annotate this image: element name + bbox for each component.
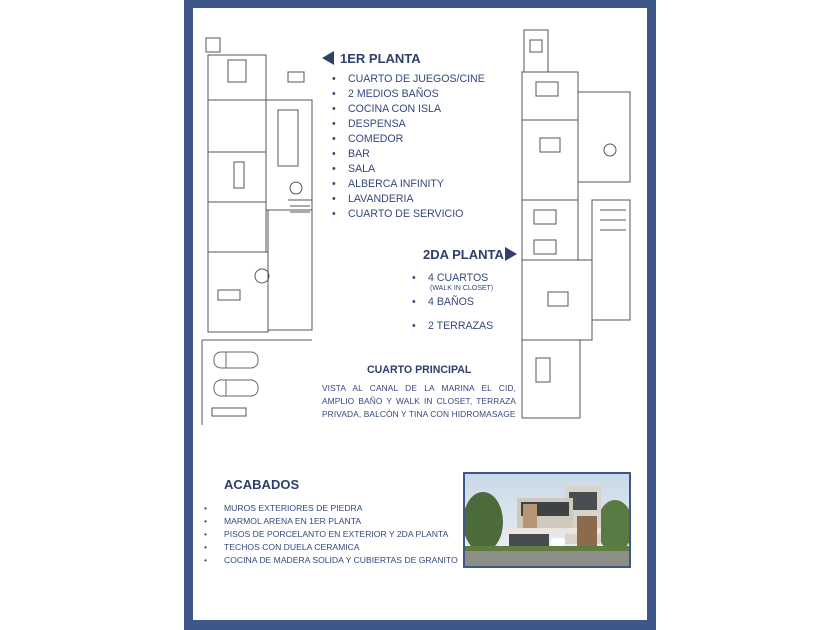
first-floor-plan xyxy=(202,38,312,425)
list-item: • COMEDOR xyxy=(348,132,485,147)
second-floor-heading: 2DA PLANTA xyxy=(423,247,504,262)
list-item-label: 4 BAÑOS xyxy=(428,296,474,308)
arrow-right-icon xyxy=(505,247,517,261)
list-item-label: 2 TERRAZAS xyxy=(428,320,494,332)
list-item: • 2 MEDIOS BAÑOS xyxy=(348,87,485,102)
list-item: • ALBERCA INFINITY xyxy=(348,177,485,192)
second-floor-plan xyxy=(522,30,630,418)
arrow-left-icon xyxy=(322,51,334,65)
list-item: • MUROS EXTERIORES DE PIEDRA xyxy=(224,502,458,515)
list-item: • DESPENSA xyxy=(348,117,485,132)
list-item: • TECHOS CON DUELA CERAMICA xyxy=(224,541,458,554)
list-item xyxy=(428,320,493,334)
master-room-heading: CUARTO PRINCIPAL xyxy=(367,364,472,376)
list-item-note: (WALK IN CLOSET) xyxy=(430,285,494,292)
list-item: • BAR xyxy=(348,147,485,162)
house-rendering-image xyxy=(463,472,631,568)
list-item: • COCINA CON ISLA xyxy=(348,102,485,117)
list-item: • PISOS DE PORCELANTO EN EXTERIOR Y 2DA PLANTA xyxy=(224,528,458,541)
finishes-list xyxy=(224,502,458,567)
cars-drawing xyxy=(214,352,258,396)
list-item-label: 4 CUARTOS xyxy=(428,272,489,284)
list-item: • MARMOL ARENA EN 1ER PLANTA xyxy=(224,515,458,528)
list-item: • CUARTO DE JUEGOS/CINE xyxy=(348,72,485,87)
list-item xyxy=(428,296,493,320)
list-item: • LAVANDERIA xyxy=(348,192,485,207)
list-item xyxy=(428,272,493,296)
list-item: • COCINA DE MADERA SOLIDA Y CUBIERTAS DE GRANITO xyxy=(224,554,458,567)
first-floor-heading: 1ER PLANTA xyxy=(340,51,421,66)
list-item: • CUARTO DE SERVICIO xyxy=(348,207,485,222)
first-floor-list xyxy=(348,72,485,222)
list-item: • SALA xyxy=(348,162,485,177)
second-floor-list xyxy=(428,272,493,334)
master-room-description: VISTA AL CANAL DE LA MARINA EL CID, AMPLIO BAÑO Y WALK IN CLOSET, TERRAZA PRIVADA, BALCÓN Y TINA CON HIDROMASAGE xyxy=(322,383,516,419)
finishes-heading: ACABADOS xyxy=(224,477,300,492)
